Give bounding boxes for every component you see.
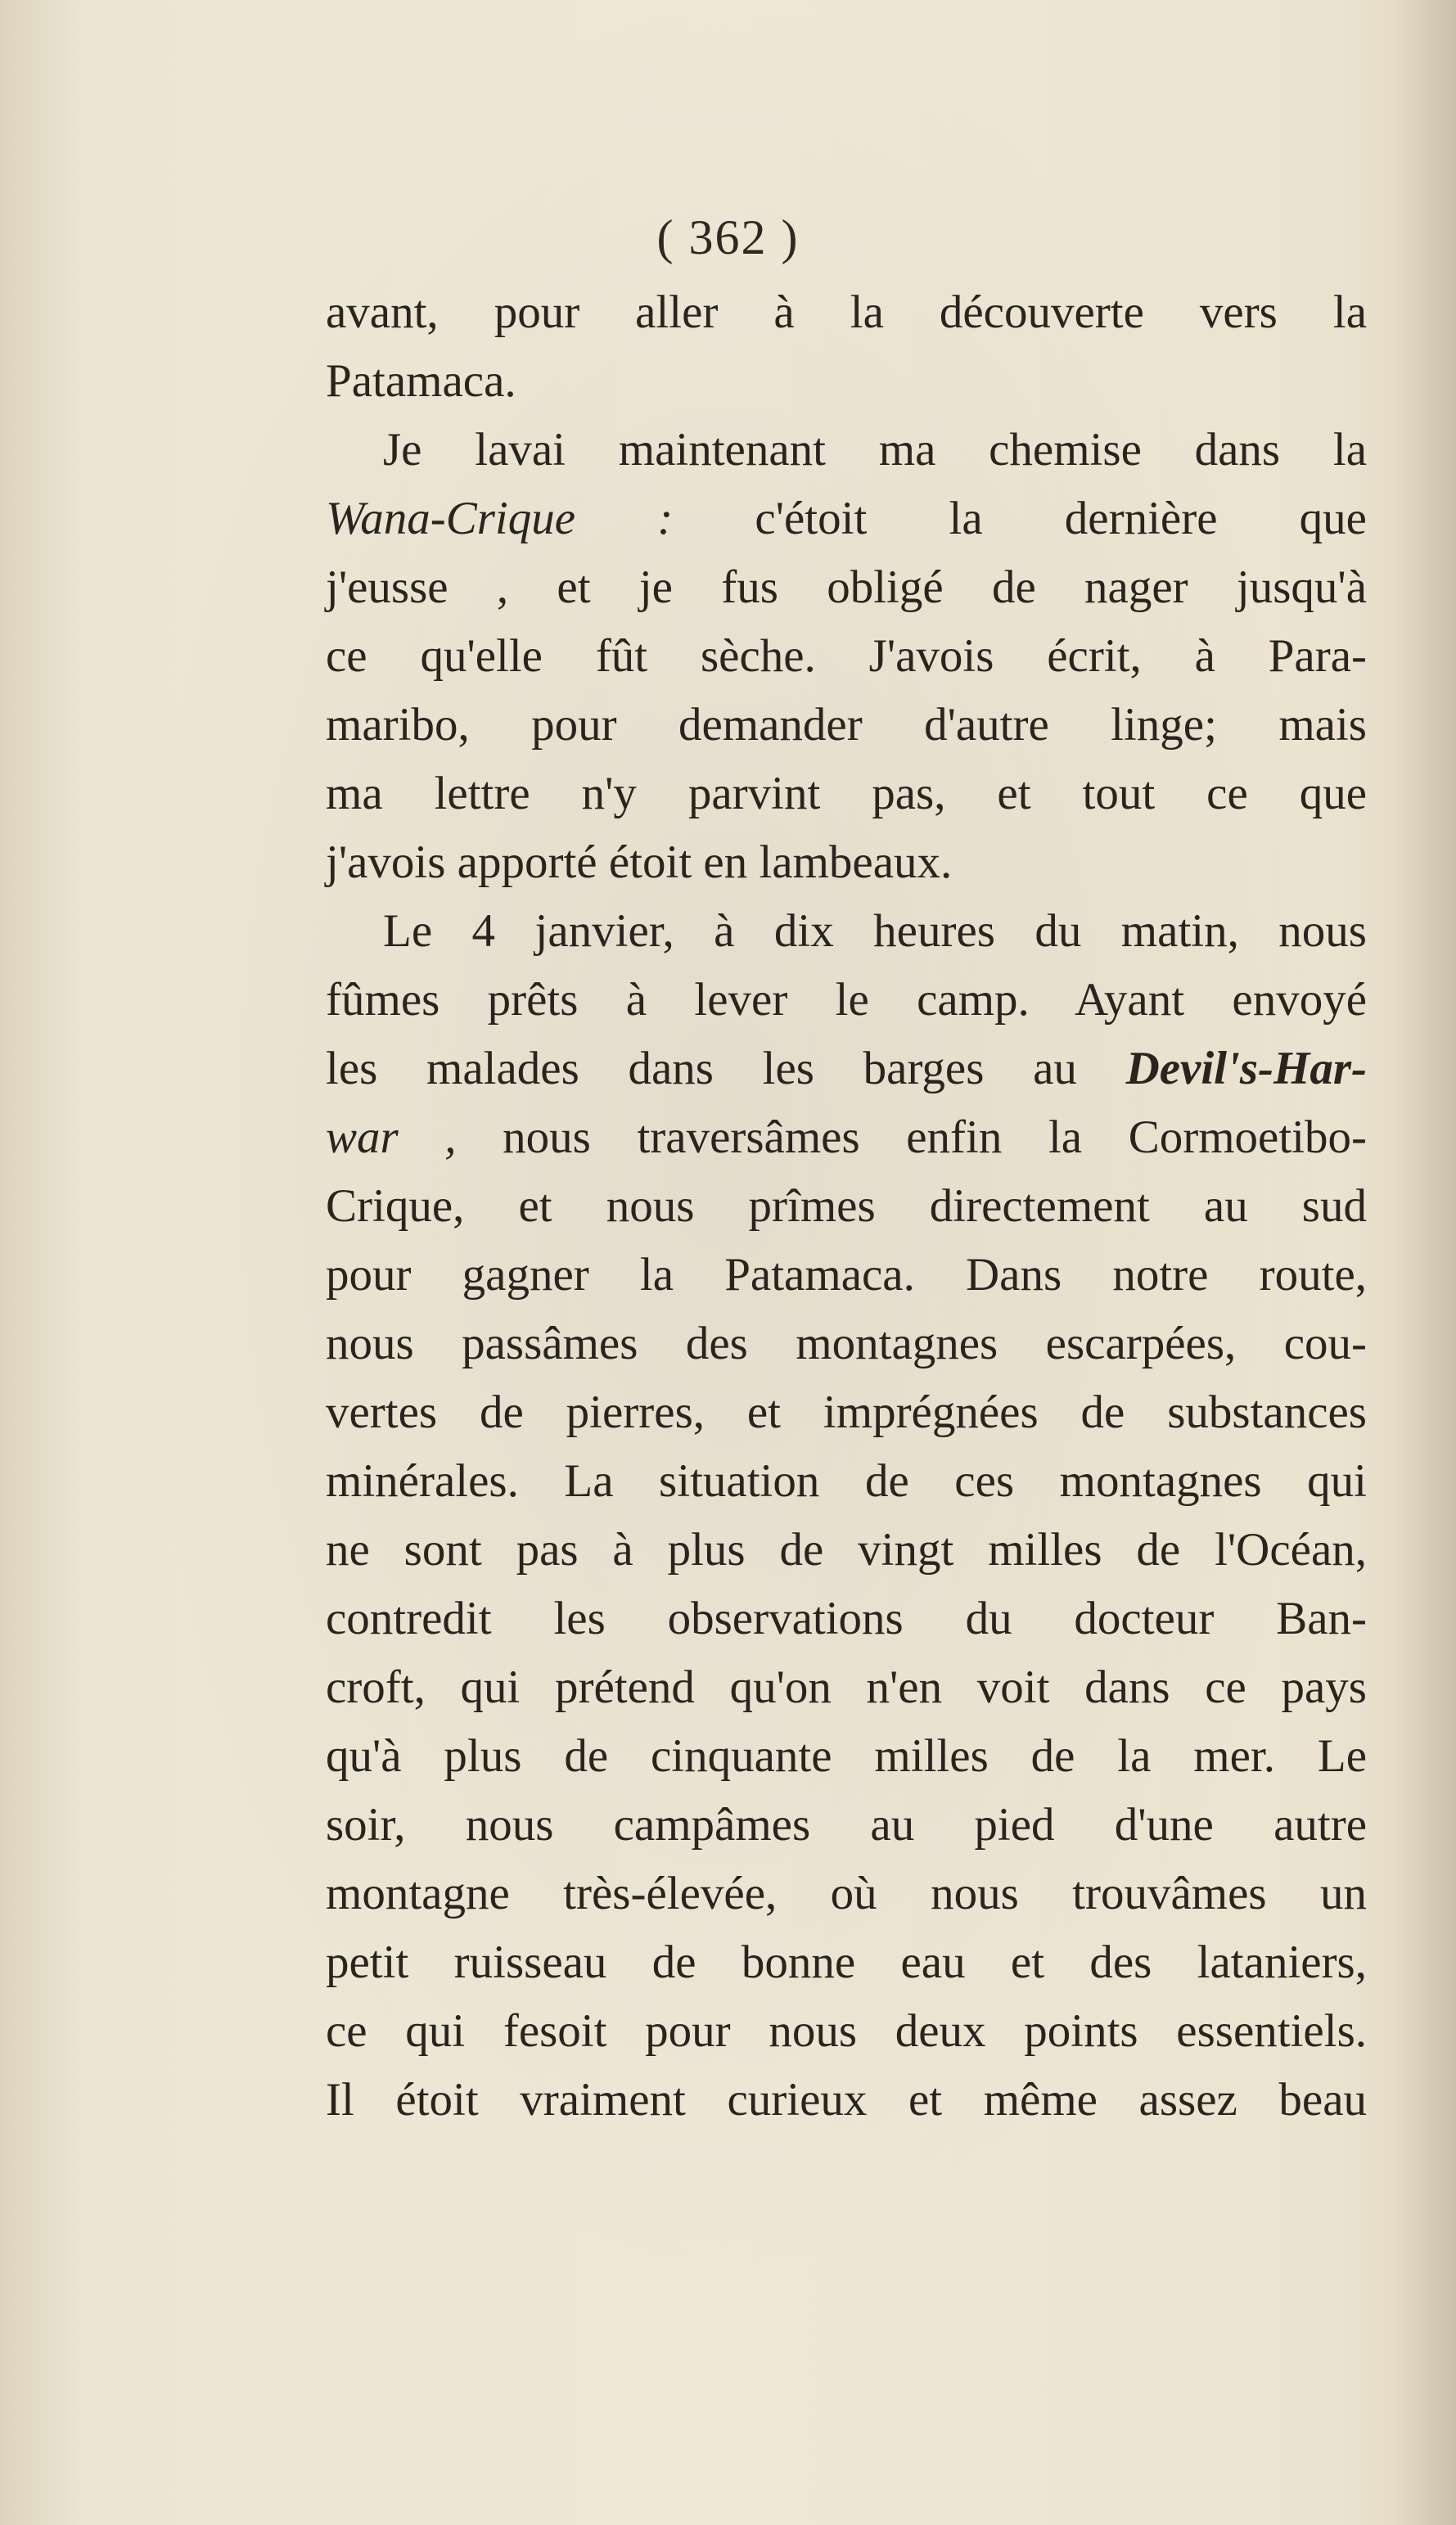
text-segment: minérales. La situation de ces montagnes qui	[326, 1455, 1367, 1507]
text-segment: petit ruisseau de bonne eau et des lataniers,	[326, 1937, 1367, 1988]
text-line	[326, 1791, 1367, 1860]
text-segment: ma lettre n'y parvint pas, et tout ce que	[326, 768, 1367, 819]
text-segment: Le 4 janvier, à dix heures du matin, nous	[383, 905, 1367, 957]
text-segment: ne sont pas à plus de vingt milles de l'Océan,	[326, 1524, 1367, 1576]
text-line	[326, 1241, 1367, 1310]
page-number-header: ( 362 )	[656, 210, 800, 264]
text-segment: Je lavai maintenant ma chemise dans la	[383, 424, 1367, 476]
text-segment: Crique, et nous prîmes directement au sud	[326, 1180, 1367, 1232]
text-segment: pour gagner la Patamaca. Dans notre route,	[326, 1249, 1367, 1301]
text-segment: maribo, pour demander d'autre linge; mais	[326, 699, 1367, 751]
italic-text-segment: war ,	[326, 1111, 457, 1163]
text-segment: vertes de pierres, et imprégnées de substances	[326, 1386, 1367, 1438]
text-line	[326, 1035, 1367, 1103]
text-segment: croft, qui prétend qu'on n'en voit dans ce pays	[326, 1662, 1367, 1713]
text-line	[326, 1585, 1367, 1653]
text-line	[326, 897, 1367, 966]
text-segment: j'avois apporté étoit en lambeaux.	[326, 836, 953, 888]
text-segment: ce qu'elle fût sèche. J'avois écrit, à Para-	[326, 630, 1367, 682]
text-line	[326, 1447, 1367, 1516]
text-segment: qu'à plus de cinquante milles de la mer. Le	[326, 1730, 1367, 1782]
text-line	[326, 553, 1367, 622]
text-line	[326, 828, 1367, 897]
text-segment: nous passâmes des montagnes escarpées, cou-	[326, 1318, 1367, 1369]
text-segment: les malades dans les barges au	[326, 1043, 1126, 1094]
text-segment: Patamaca.	[326, 355, 516, 407]
text-line	[326, 1103, 1367, 1172]
text-line	[326, 622, 1367, 691]
text-segment: soir, nous campâmes au pied d'une autre	[326, 1799, 1367, 1851]
text-line	[326, 2066, 1367, 2135]
text-segment: nous traversâmes enfin la Cormoetibo-	[456, 1111, 1367, 1163]
text-segment: Il étoit vraiment curieux et même assez beau	[326, 2074, 1367, 2126]
text-segment: ce qui fesoit pour nous deux points essentiels.	[326, 2005, 1367, 2057]
text-line	[326, 1310, 1367, 1378]
text-segment: j'eusse , et je fus obligé de nager jusqu'à	[326, 561, 1367, 613]
text-line	[326, 1928, 1367, 1997]
text-line	[326, 416, 1367, 485]
text-line	[326, 1516, 1367, 1585]
body-text	[326, 278, 1367, 2135]
page-edge-shadow	[1391, 0, 1456, 2525]
text-line	[326, 347, 1367, 416]
text-line	[326, 485, 1367, 553]
text-line	[326, 1722, 1367, 1791]
text-line	[326, 1997, 1367, 2066]
text-segment: montagne très-élevée, où nous trouvâmes un	[326, 1868, 1367, 1919]
italic-text-segment: Devil's-Har-	[1125, 1043, 1367, 1094]
text-line	[326, 1653, 1367, 1722]
text-line	[326, 278, 1367, 347]
text-line	[326, 1172, 1367, 1241]
text-line	[326, 1378, 1367, 1447]
text-segment: c'étoit la dernière que	[673, 493, 1367, 544]
text-line	[326, 760, 1367, 828]
text-segment: fûmes prêts à lever le camp. Ayant envoyé	[326, 974, 1367, 1026]
italic-text-segment: Wana-Crique :	[326, 493, 674, 544]
text-segment: avant, pour aller à la découverte vers la	[326, 286, 1367, 338]
text-line	[326, 1860, 1367, 1928]
text-segment: contredit les observations du docteur Ban-	[326, 1593, 1367, 1644]
text-line	[326, 691, 1367, 760]
text-line	[326, 966, 1367, 1035]
